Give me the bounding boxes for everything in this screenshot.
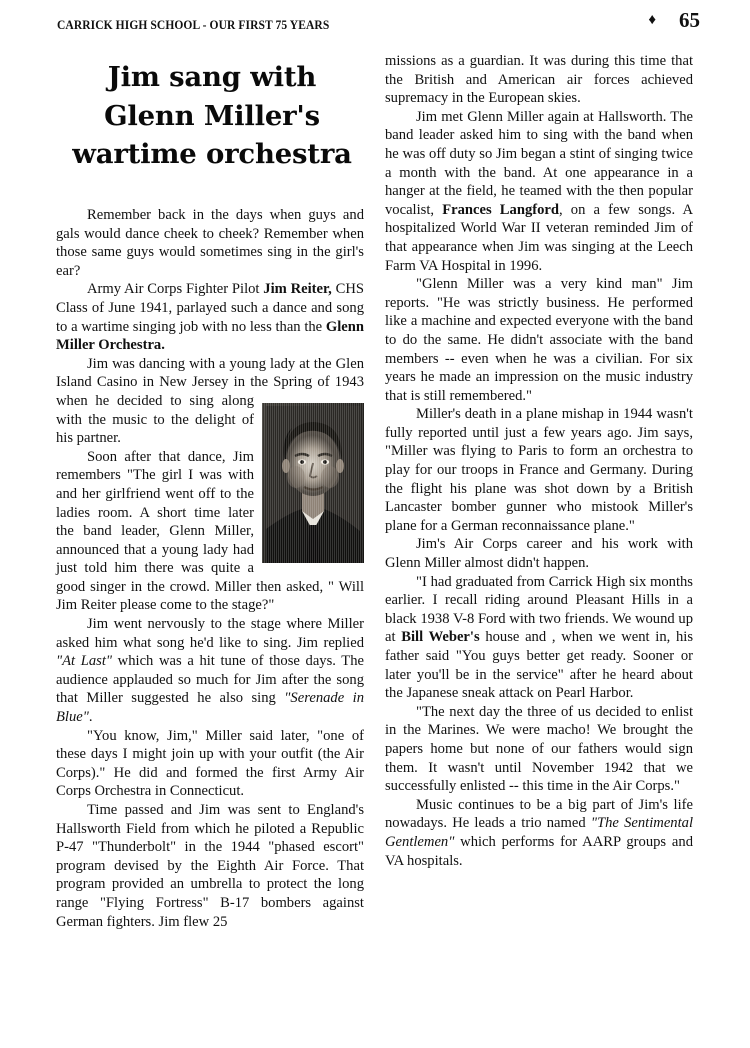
paragraph-text: missions as a guardian. It was during this time that the British and American air forces achieved supremacy in the European skies. [385,53,693,107]
paragraph-text: Time passed and Jim was sent to England's Hallsworth Field from which he piloted a Republic P-47 "Thunderbolt" in the 1944 "phased escort" program devised by the Eighth Air Force. That program provided an umbrella to protect the long range "Flying Fortress" B-17 bombers against German fighters. Jim flew 25 [56,802,364,930]
headline-line-3: wartime orchestra [72,138,352,170]
paragraph-text: Music continues to be a big part of Jim's life nowadays. He leads a trio named [385,796,693,832]
paragraph-text: Soon after that dance, Jim remembers "The girl I was with and her girlfriend went off to the ladies room. A short time later the band leader, Glenn Miller, announced that a young lady had just told him there was quite a good singer in the crowd. Miller then asked, " Will Jim Reiter please come to the stage?" [56,448,364,614]
paragraph-text: "The next day the three of us decided to enlist in the Marines. We were macho! We brought the papers home but none of our fathers would sign them. It wasn't until November 1942 that we successfully enlisted -- this time in the Air Corps." [385,703,693,795]
paragraph-text: "I had graduated from Carrick High six months earlier. I recall riding around Pleasant Hills in a black 1938 V-8 Ford with two friends. We wound up at [385,573,693,646]
orchestra-name-bold: Glenn Miller Orchestra. [56,318,364,354]
paragraph-text: Jim went nervously to the stage where Miller asked him what song he'd like to sing. Jim replied [56,616,364,651]
paragraph-text: which performs for AARP groups and VA hospitals. [385,833,693,869]
paragraph-text: "You know, Jim," Miller said later, "one of these days I might join up with your outfit (the Air Corps)." He did and formed the first Army Air Corps Orchestra in Connecticut. [56,727,364,800]
paragraph-text: , on a few songs. A hospitalized World War II veteran reminded Jim of that appearance when Jim was singing at the Leech Farm VA Hospital in 1996. [385,201,693,274]
vocalist-name-bold: Frances Langford [442,201,559,218]
diamond-icon: ♦ [648,12,656,28]
paragraph-text: Miller's death in a plane mishap in 1944 wasn't fully reported until just a few years ago. Jim says, "Miller was flying to Paris to form an orchestra to play for our troops in France and Germany. During the flight his plane was shot down by a British Lancaster bomber gunner who mistook Miller's plane for a German reconnaissance plane." [385,406,693,534]
paragraph [56,727,364,801]
paragraph [56,280,364,354]
paragraph [385,796,693,870]
paragraph-text: "Glenn Miller was a very kind man" Jim reports. "He was strictly business. He performed like a machine and expected everyone with the band to do the same. He didn't associate with the band members -- even when he was a civilian. For six years he made an impression on the music industry that is still remembered." [385,276,693,404]
paragraph-text: Army Air Corps Fighter Pilot [87,281,264,298]
paragraph [385,573,693,703]
paragraph [385,275,693,405]
photo-text-wrap-spacer [254,396,364,564]
paragraph-text: which was a hit tune of those days. The audience applauded so much for Jim after the song that Miller suggested he also sing [56,653,364,707]
paragraph [385,535,693,572]
song-title-italic: "Serenade in Blue" [56,690,364,726]
article-left-column [56,206,364,931]
article-right-column [385,52,693,870]
trio-name-italic: "The Sentimental Gentlemen" [385,815,693,850]
paragraph-text: Remember back in the days when guys and gals would dance cheek to cheek? Remember when those same guys would sometimes sing in the girl's ear? [56,207,364,279]
person-name-bold: Bill Weber's [401,629,480,646]
paragraph [56,801,364,931]
paragraph [385,703,693,796]
paragraph-text: . [88,709,93,726]
page-number: 65 [679,8,700,32]
headline-line-1: Jim sang with [107,61,317,93]
paragraph-text: house and , when we went in, his father said "You guys better get ready. Sooner or later you'll be in the service" after he heard about the Japanese sneak attack on Pearl Harbor. [385,629,693,702]
song-title-italic: "At Last" [56,653,113,670]
paragraph [385,108,693,275]
person-name-bold: Jim Reiter, [263,281,332,298]
paragraph-text: Jim's Air Corps career and his work with Glenn Miller almost didn't happen. [385,536,693,572]
paragraph [56,206,364,280]
running-head: CARRICK HIGH SCHOOL - OUR FIRST 75 YEARS [57,18,330,32]
paragraph-text: Jim was dancing with a young lady at the Glen Island Casino in New Jersey in the Spring of 1943 when he decided to sing along with the music to the delight of his partner. [56,355,364,447]
paragraph [56,615,364,727]
article-headline [56,58,368,174]
paragraph [385,405,693,535]
headline-line-2: Glenn Miller's [104,99,320,132]
paragraph [385,52,693,108]
paragraph-text: Jim met Glenn Miller again at Hallsworth. The band leader asked him to sing with the band when he was off duty so Jim began a stint of singing twice a month with the band. At one appearance in a hanger at the field, he teamed with the then popular vocalist, [385,108,693,218]
folio [648,10,700,31]
paragraph-text: CHS Class of June 1941, parlayed such a dance and song to a wartime singing job with no less than the [56,281,364,335]
